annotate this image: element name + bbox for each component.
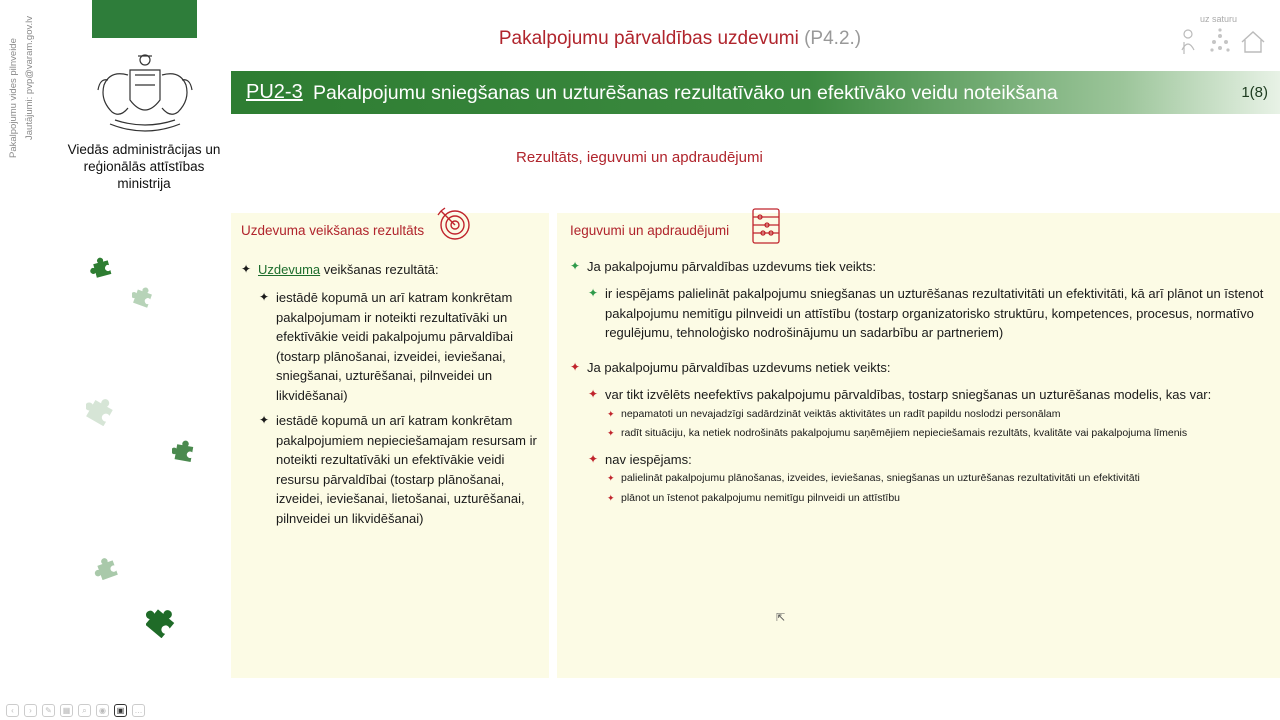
task-banner <box>231 71 1280 114</box>
result-item-1 <box>259 288 539 405</box>
red-star-bullet-icon: ✦ <box>588 387 599 401</box>
subtitle-icon[interactable]: ▣ <box>114 704 127 717</box>
next-slide-icon[interactable]: › <box>24 704 37 717</box>
red-star-bullet-icon: ✦ <box>570 360 581 374</box>
risk-2 <box>588 450 1278 470</box>
vertical-line-service[interactable]: Pakalpojumu vides pilnveide <box>8 38 19 158</box>
red-star-bullet-icon: ✦ <box>607 428 615 438</box>
result-panel-heading: Uzdevuma veikšanas rezultāts <box>241 223 425 238</box>
section-title: Rezultāts, ieguvumi un apdraudējumi <box>516 149 763 166</box>
brand-green-block <box>92 0 197 38</box>
uzdevuma-link[interactable]: Uzdevuma <box>258 262 321 277</box>
ministry-line-2: reģionālās attīstības <box>83 159 205 174</box>
risk-1 <box>588 385 1278 405</box>
green-star-bullet-icon: ✦ <box>588 286 599 300</box>
benefits-panel-heading: Ieguvumi un apdraudējumi <box>570 223 730 238</box>
zoom-icon[interactable]: ⌕ <box>78 704 91 717</box>
result-intro <box>241 260 541 280</box>
puzzle-piece-icon <box>86 394 118 426</box>
uz-saturu-label[interactable]: uz saturu <box>1200 14 1238 24</box>
mouse-cursor-icon: ⇱ <box>776 612 786 624</box>
more-options-icon[interactable]: … <box>132 704 145 717</box>
result-panel <box>231 213 549 678</box>
risk-2-text: nav iespējams: <box>605 452 692 467</box>
network-icon[interactable] <box>1210 28 1229 51</box>
if-done-text: Ja pakalpojumu pārvaldības uzdevums tiek veikts: <box>587 259 877 274</box>
if-not-done-text: Ja pakalpojumu pārvaldības uzdevums netiek veikts: <box>587 360 891 375</box>
top-nav-icons <box>1178 14 1270 58</box>
page-title-text: Pakalpojumu pārvaldības uzdevumi <box>498 28 799 49</box>
task-id-link[interactable]: PU2-3 <box>246 81 303 103</box>
coat-of-arms-logo <box>90 50 200 140</box>
red-star-bullet-icon: ✦ <box>607 409 615 419</box>
pen-icon[interactable]: ✎ <box>42 704 55 717</box>
prev-slide-icon[interactable]: ‹ <box>6 704 19 717</box>
result-item-2-text: iestādē kopumā un arī katram konkrētam pakalpojumiem nepieciešamajam resursam ir noteikti rezultatīvāki un efektīvākie veidi resursu pārvaldībai (tostarp plānošanai, izveidei, ieviešanai, lietošanai, uzturēšanai, pilnveidei un likvidēšanai) <box>276 413 537 526</box>
page-title <box>420 28 940 50</box>
home-icon[interactable] <box>1242 32 1264 52</box>
star-bullet-icon: ✦ <box>241 262 252 276</box>
risk-1-sub-2 <box>607 424 1267 442</box>
risk-2-sub-2 <box>607 489 1267 507</box>
grid-icon[interactable]: ▦ <box>60 704 73 717</box>
presentation-controls <box>6 704 145 718</box>
ministry-name <box>58 141 230 192</box>
puzzle-piece-icon <box>94 554 120 580</box>
risk-2-sub-2-text: plānot un īstenot pakalpojumu nemitīgu pilnveidi un attīstību <box>621 492 901 504</box>
ministry-line-1: Viedās administrācijas un <box>67 142 221 157</box>
red-star-bullet-icon: ✦ <box>607 493 615 503</box>
risk-1-text: var tikt izvēlēts neefektīvs pakalpojumu pārvaldības, tostarp sniegšanas un uzturēšanas modelis, kas var: <box>605 387 1212 402</box>
ministry-line-3: ministrija <box>117 176 171 191</box>
puzzle-piece-icon <box>132 284 156 308</box>
if-done-item <box>588 284 1278 343</box>
puzzle-piece-icon <box>90 254 114 278</box>
risk-1-sub-2-text: radīt situāciju, ka netiek nodrošināts pakalpojumu saņēmējiem nepieciešamais rezultāts, kvalitāte vai pakalpojuma līmenis <box>621 427 1188 439</box>
if-done-item-text: ir iespējams palielināt pakalpojumu sniegšanas un uzturēšanas rezultativitāti un efektivitāti, kā arī plānot un īstenot pakalpojumu nemitīgu pilnveidi un attīstību (tostarp organizatorisko struktūru, kompetences, procesus, normatīvo regulējumu, tehnoloģisko nodrošinājumu un sadarbību ar partneriem) <box>605 286 1264 340</box>
target-icon <box>435 207 475 241</box>
result-intro-text: veikšanas rezultātā: <box>320 262 439 277</box>
red-star-bullet-icon: ✦ <box>607 473 615 483</box>
if-done-heading <box>570 257 1270 277</box>
benefits-panel <box>557 213 1280 678</box>
red-star-bullet-icon: ✦ <box>588 452 599 466</box>
green-star-bullet-icon: ✦ <box>570 259 581 273</box>
risk-2-sub-1-text: palielināt pakalpojumu plānošanas, izveides, ieviešanas, sniegšanas un uzturēšanas rezultativitāti un efektivitāti <box>621 472 1140 484</box>
result-item-1-text: iestādē kopumā un arī katram konkrētam pakalpojumam ir noteikti rezultatīvāki un efektīvākie veidi pakalpojumu pārvaldībai (tostarp plānošanai, izveidei, ieviešanai, sniegšanai, uzturēšanai, pilnveidei un likvidēšanai) <box>276 290 514 403</box>
vertical-line-contact: Jautājumi: pvp@varam.gov.lv <box>24 15 35 140</box>
star-bullet-icon: ✦ <box>259 413 270 427</box>
vertical-info <box>6 10 46 160</box>
risk-2-sub-1 <box>607 469 1267 487</box>
if-not-done-heading <box>570 358 1270 378</box>
puzzle-piece-icon <box>146 604 180 638</box>
risk-1-sub-1-text: nepamatoti un nevajadzīgi sadārdzināt veiktās aktivitātes un radīt papildu noslodzi personālam <box>621 408 1061 420</box>
task-title: Pakalpojumu sniegšanas un uzturēšanas rezultatīvāko un efektīvāko veidu noteikšana <box>313 82 1058 104</box>
people-icon[interactable] <box>1182 30 1194 54</box>
puzzle-piece-icon <box>172 437 198 463</box>
pointer-icon[interactable]: ◉ <box>96 704 109 717</box>
page-title-code: (P4.2.) <box>804 28 862 49</box>
abacus-icon <box>751 207 781 245</box>
risk-1-sub-1 <box>607 405 1267 423</box>
star-bullet-icon: ✦ <box>259 290 270 304</box>
page-counter: 1(8) <box>1241 84 1268 101</box>
result-item-2 <box>259 411 539 528</box>
